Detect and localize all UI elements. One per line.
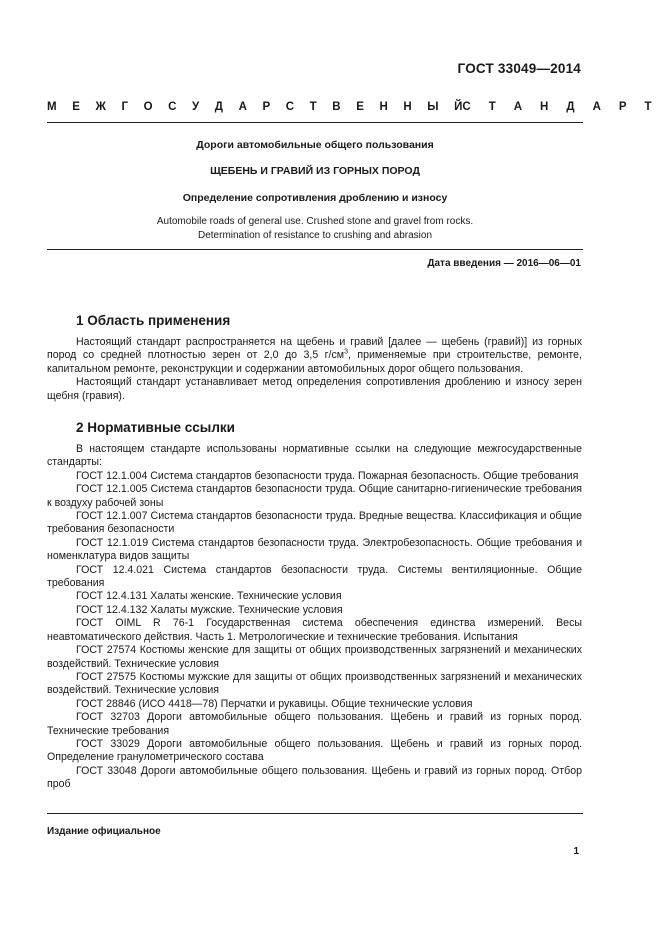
section-1-paragraph-1 [47, 336, 582, 376]
reference-item: ГОСТ 33029 Дороги автомобильные общего пользования. Щебень и гравий из горных пород. Определение гранулометрического состава [47, 737, 582, 764]
title-line-3: Определение сопротивления дроблению и износу [182, 192, 448, 204]
interstate-standard-banner [47, 101, 652, 113]
banner-letter: Т [488, 101, 496, 113]
banner-letter: Р [618, 101, 627, 113]
bottom-divider [47, 813, 583, 814]
reference-item: ГОСТ 27575 Костюмы мужские для защиты от общих производственных загрязнений и механических воздействий. Технические условия [47, 670, 582, 697]
english-title-line-2: Determination of resistance to crushing and abrasion [197, 230, 433, 241]
banner-letter: Т [309, 101, 317, 113]
reference-item: ГОСТ 12.1.007 Система стандартов безопасности труда. Вредные вещества. Классификация и общие требования безопасности [47, 510, 582, 536]
reference-item: ГОСТ 12.4.132 Халаты мужские. Технические условия [76, 603, 343, 616]
banner-letter: А [592, 101, 601, 113]
section-1-paragraph-2: Настоящий стандарт устанавливает метод определения сопротивления дроблению и износу зерен щебня (гравия). [47, 376, 582, 402]
banner-letter: Р [262, 101, 271, 113]
reference-item: ГОСТ 12.4.131 Халаты женские. Технические условия [76, 590, 342, 603]
top-divider [47, 122, 583, 123]
reference-item: ГОСТ 12.1.005 Система стандартов безопасности труда. Общие санитарно-гигиенические требования к воздуху рабочей зоны [47, 483, 582, 509]
reference-item: ГОСТ 12.1.019 Система стандартов безопасности труда. Электробезопасность. Общие требования и номенклатура видов защиты [47, 536, 582, 563]
interstate-word [47, 101, 462, 113]
paragraph-text: , применяемые при строительстве, ремонте, капитальном ремонте, реконструкции и содержании автомобильных дорог общего пользования. [47, 349, 582, 375]
banner-letter: Е [72, 101, 80, 113]
banner-letter: С [462, 101, 471, 113]
standard-word [462, 101, 651, 113]
banner-letter: Ы [427, 101, 439, 113]
superscript: 3 [344, 348, 348, 356]
paragraph-text: Настоящий стандарт распространяется на щебень и гравий [далее — щебень (гравий)] из горных пород со средней плотностью зерен от 2,0 до 3,5 г/см [47, 336, 582, 362]
banner-letter: Н [403, 101, 412, 113]
section-1-body [47, 336, 582, 403]
banner-letter: Е [356, 101, 364, 113]
banner-letter: О [143, 101, 153, 113]
references-intro: В настоящем стандарте использованы нормативные ссылки на следующие межгосударственные стандарты: [47, 443, 582, 469]
reference-item: ГОСТ 33048 Дороги автомобильные общего пользования. Щебень и гравий из горных пород. Отбор проб [47, 764, 582, 791]
title-line-1: Дороги автомобильные общего пользования [196, 139, 434, 151]
page-number: 1 [573, 846, 579, 857]
banner-letter: В [332, 101, 341, 113]
banner-letter: С [285, 101, 295, 113]
section-2-heading: 2 Нормативные ссылки [76, 420, 235, 435]
banner-letter: Д [214, 101, 223, 113]
reference-item: ГОСТ 28846 (ИСО 4418—78) Перчатки и рукавицы. Общие технические условия [76, 697, 473, 710]
reference-item: ГОСТ 12.1.004 Система стандартов безопасности труда. Пожарная безопасность. Общие требования [76, 469, 579, 482]
english-title [47, 215, 583, 243]
reference-item: ГОСТ 12.4.021 Система стандартов безопасности труда. Системы вентиляционные. Общие требования [47, 563, 582, 590]
banner-letter: У [192, 101, 200, 113]
edition-note: Издание официальное [47, 826, 161, 837]
banner-letter: Д [566, 101, 575, 113]
standard-number: ГОСТ 33049—2014 [457, 61, 581, 76]
reference-item: ГОСТ 27574 Костюмы женские для защиты от общих производственных загрязнений и механических воздействий. Технические условия [47, 644, 582, 670]
reference-item: ГОСТ OIML R 76-1 Государственная система обеспечения единства измерений. Весы неавтоматического действия. Часть 1. Метрологические и технические требования. Испытания [47, 617, 582, 643]
title-line-2: ЩЕБЕНЬ И ГРАВИЙ ИЗ ГОРНЫХ ПОРОД [210, 165, 420, 177]
section-1-heading: 1 Область применения [76, 313, 231, 328]
english-title-line-1: Automobile roads of general use. Crushed stone and gravel from rocks. [156, 216, 474, 227]
middle-divider [47, 249, 583, 250]
banner-letter: Ж [95, 101, 106, 113]
banner-letter: А [238, 101, 247, 113]
effective-date: Дата введения — 2016—06—01 [427, 258, 581, 269]
banner-letter: М [47, 101, 57, 113]
banner-letter: А [513, 101, 523, 113]
section-2-body [47, 443, 582, 792]
banner-letter: Т [644, 101, 652, 113]
banner-letter: Н [379, 101, 388, 113]
reference-item: ГОСТ 32703 Дороги автомобильные общего пользования. Щебень и гравий из горных пород. Технические требования [47, 711, 582, 737]
banner-letter: Н [540, 101, 549, 113]
banner-letter: Й [454, 101, 463, 113]
banner-letter: С [168, 101, 177, 113]
banner-letter: Г [121, 101, 128, 113]
